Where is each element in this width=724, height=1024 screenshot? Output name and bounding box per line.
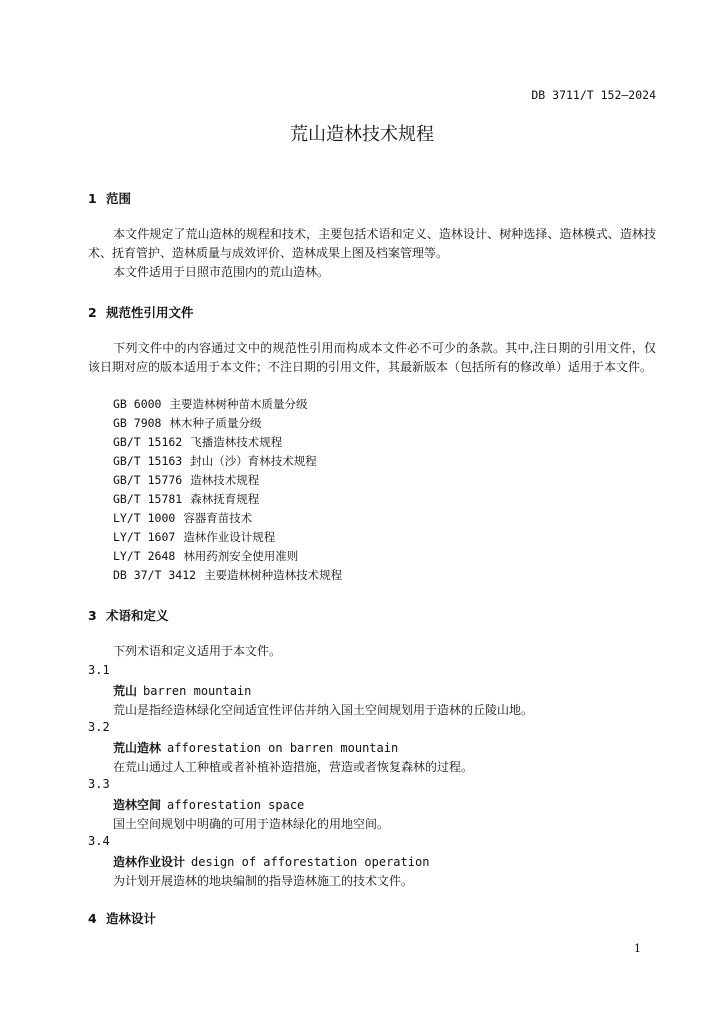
reference-code: DB 37/T 3412 <box>113 568 197 582</box>
term-zh: 造林作业设计 <box>113 855 186 869</box>
reference-code: GB/T 15163 <box>113 454 183 468</box>
reference-title: 造林技术规程 <box>190 473 260 487</box>
term-definition: 荒山是指经造林绿化空间适宜性评估并纳入国土空间规划用于造林的丘陵山地。 <box>113 703 534 717</box>
reference-title: 林用药剂安全使用准则 <box>183 549 299 563</box>
scope-paragraph-1 <box>88 225 656 263</box>
section-title: 造林设计 <box>106 911 157 926</box>
document-code: DB 3711/T 152—2024 <box>531 88 656 102</box>
reference-item <box>113 434 282 450</box>
reference-item <box>113 472 259 488</box>
term-definition: 在荒山通过人工种植或者补植补造措施，营造或者恢复森林的过程。 <box>113 760 474 774</box>
term-en: barren mountain <box>143 684 252 698</box>
document-title: 荒山造林技术规程 <box>290 124 434 145</box>
terms-intro <box>88 642 656 661</box>
reference-title: 封山（沙）育林技术规程 <box>190 454 317 468</box>
references-intro <box>88 339 656 377</box>
page-number: 1 <box>634 942 641 955</box>
term-number: 3.1 <box>88 663 110 677</box>
term-definition: 为计划开展造林的地块编制的指导造林施工的技术文件。 <box>113 874 414 888</box>
section-number: 1 <box>88 191 97 206</box>
term-entry <box>113 739 398 756</box>
reference-item <box>113 415 261 431</box>
reference-title: 容器育苗技术 <box>183 511 253 525</box>
section-heading-references <box>88 303 194 321</box>
term-entry <box>113 796 304 813</box>
section-heading-scope <box>88 189 131 207</box>
term-number: 3.4 <box>88 834 110 848</box>
reference-code: GB/T 15162 <box>113 435 183 449</box>
reference-item <box>113 510 252 526</box>
section-heading-terms <box>88 606 169 624</box>
reference-item <box>113 567 342 583</box>
reference-title: 飞播造林技术规程 <box>190 435 283 449</box>
references-intro-text: 下列文件中的内容通过文中的规范性引用而构成本文件必不可少的条款。其中,注日期的引用文件，仅该日期对应的版本适用于本文件；不注日期的引用文件，其最新版本（包括所有的修改单）适用于本文件。 <box>88 341 656 374</box>
reference-item <box>113 548 298 564</box>
section-number: 2 <box>88 305 97 320</box>
reference-item <box>113 529 275 545</box>
reference-code: LY/T 2648 <box>113 549 176 563</box>
term-definition: 国土空间规划中明确的可用于造林绿化的用地空间。 <box>113 817 390 831</box>
term-en: afforestation space <box>167 798 305 812</box>
reference-item <box>113 396 307 412</box>
term-zh: 荒山造林 <box>113 741 162 755</box>
section-title: 术语和定义 <box>106 608 169 623</box>
scope-paragraph-2 <box>88 263 656 282</box>
reference-code: GB 7908 <box>113 416 162 430</box>
term-en: afforestation on barren mountain <box>167 741 399 755</box>
section-title: 范围 <box>106 191 132 206</box>
reference-code: GB/T 15781 <box>113 492 183 506</box>
reference-title: 主要造林树种苗木质量分级 <box>169 397 308 411</box>
term-entry <box>113 853 429 870</box>
reference-title: 造林作业设计规程 <box>183 530 276 544</box>
reference-code: LY/T 1607 <box>113 530 176 544</box>
reference-title: 主要造林树种造林技术规程 <box>204 568 343 582</box>
term-en: design of afforestation operation <box>191 855 430 869</box>
reference-code: GB/T 15776 <box>113 473 183 487</box>
section-heading-design <box>88 909 156 927</box>
term-number: 3.2 <box>88 720 110 734</box>
term-number: 3.3 <box>88 777 110 791</box>
section-title: 规范性引用文件 <box>106 305 194 320</box>
terms-intro-text: 下列术语和定义适用于本文件。 <box>113 644 282 658</box>
reference-code: LY/T 1000 <box>113 511 176 525</box>
term-entry <box>113 682 251 699</box>
reference-title: 森林抚育规程 <box>190 492 260 506</box>
scope-text-2: 本文件适用于日照市范围内的荒山造林。 <box>113 265 330 279</box>
term-zh: 造林空间 <box>113 798 162 812</box>
reference-item <box>113 491 259 507</box>
reference-title: 林木种子质量分级 <box>169 416 262 430</box>
section-number: 3 <box>88 608 97 623</box>
term-zh: 荒山 <box>113 684 138 698</box>
section-number: 4 <box>88 911 97 926</box>
reference-item <box>113 453 317 469</box>
scope-text-1: 本文件规定了荒山造林的规程和技术，主要包括术语和定义、造林设计、树种选择、造林模式、造林技术、抚育管护、造林质量与成效评价、造林成果上图及档案管理等。 <box>88 227 656 260</box>
reference-code: GB 6000 <box>113 397 162 411</box>
